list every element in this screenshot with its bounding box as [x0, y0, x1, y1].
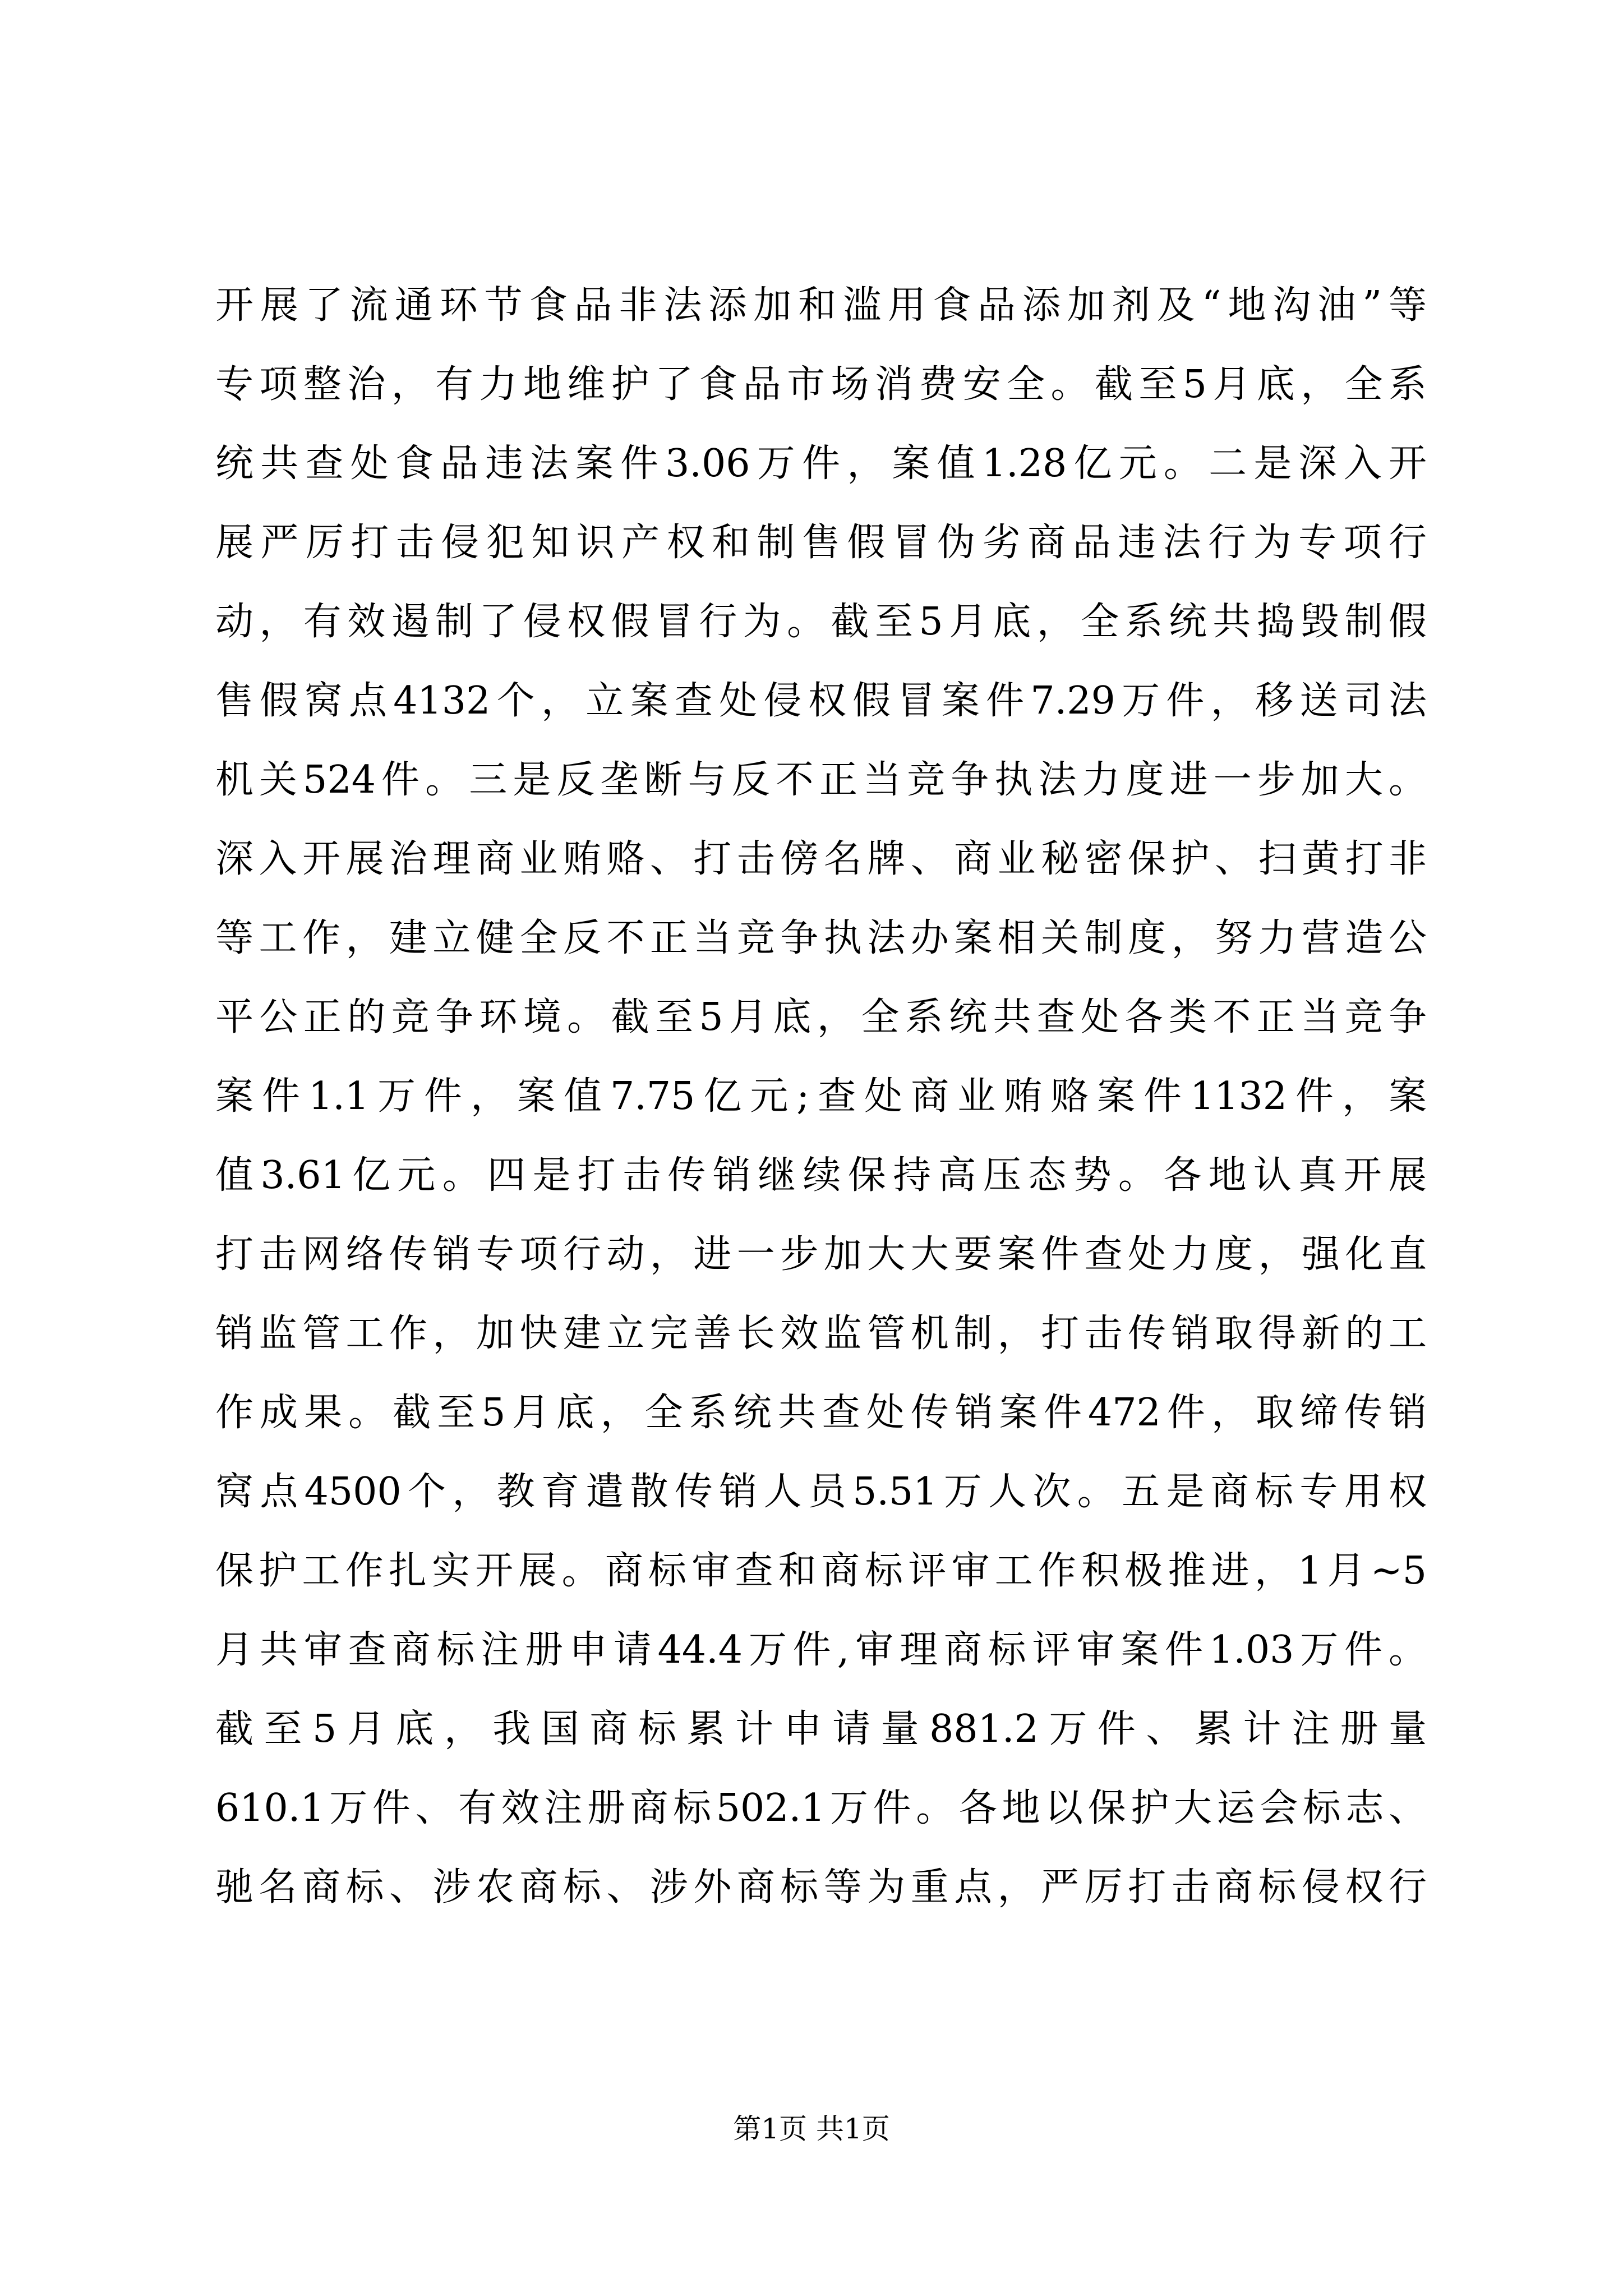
text-line: 保护工作扎实开展。商标审查和商标评审工作积极推进，1月~5: [215, 1549, 1427, 1593]
text-line: 动，有效遏制了侵权假冒行为。截至5月底，全系统共捣毁制假: [215, 600, 1427, 644]
text-line: 深入开展治理商业贿赂、打击傍名牌、商业秘密保护、扫黄打非: [215, 837, 1427, 881]
text-line: 销监管工作，加快建立完善长效监管机制，打击传销取得新的工: [215, 1312, 1427, 1356]
text-line: 机关524件。三是反垄断与反不正当竞争执法力度进一步加大。: [215, 758, 1427, 802]
text-line: 月共审查商标注册申请44.4万件,审理商标评审案件1.03万件。: [215, 1628, 1427, 1672]
text-line: 案件1.1万件，案值7.75亿元;查处商业贿赂案件1132件，案: [215, 1074, 1427, 1119]
text-line: 610.1万件、有效注册商标502.1万件。各地以保护大运会标志、: [215, 1786, 1427, 1830]
text-line: 专项整治，有力地维护了食品市场消费安全。截至5月底，全系: [215, 362, 1427, 407]
text-line: 窝点4500个，教育遣散传销人员5.51万人次。五是商标专用权: [215, 1470, 1427, 1514]
document-body: [215, 266, 1427, 1927]
text-line: 展严厉打击侵犯知识产权和制售假冒伪劣商品违法行为专项行: [215, 521, 1427, 565]
text-line: 售假窝点4132个，立案查处侵权假冒案件7.29万件，移送司法: [215, 679, 1427, 723]
text-line: 平公正的竞争环境。截至5月底，全系统共查处各类不正当竞争: [215, 995, 1427, 1039]
text-line: 开展了流通环节食品非法添加和滥用食品添加剂及“地沟油”等: [215, 283, 1427, 328]
text-line: 打击网络传销专项行动，进一步加大大要案件查处力度，强化直: [215, 1232, 1427, 1277]
text-line: 驰名商标、涉农商标、涉外商标等为重点，严厉打击商标侵权行: [215, 1865, 1427, 1910]
page-number-footer: 第1页 共1页: [733, 2113, 890, 2145]
text-line: 作成果。截至5月底，全系统共查处传销案件472件，取缔传销: [215, 1391, 1427, 1435]
text-line: 统共查处食品违法案件3.06万件，案值1.28亿元。二是深入开: [215, 441, 1427, 486]
text-line: 值3.61亿元。四是打击传销继续保持高压态势。各地认真开展: [215, 1153, 1427, 1198]
text-line: 截至5月底，我国商标累计申请量881.2万件、累计注册量: [215, 1707, 1427, 1751]
text-line: 等工作，建立健全反不正当竞争执法办案相关制度，努力营造公: [215, 916, 1427, 960]
